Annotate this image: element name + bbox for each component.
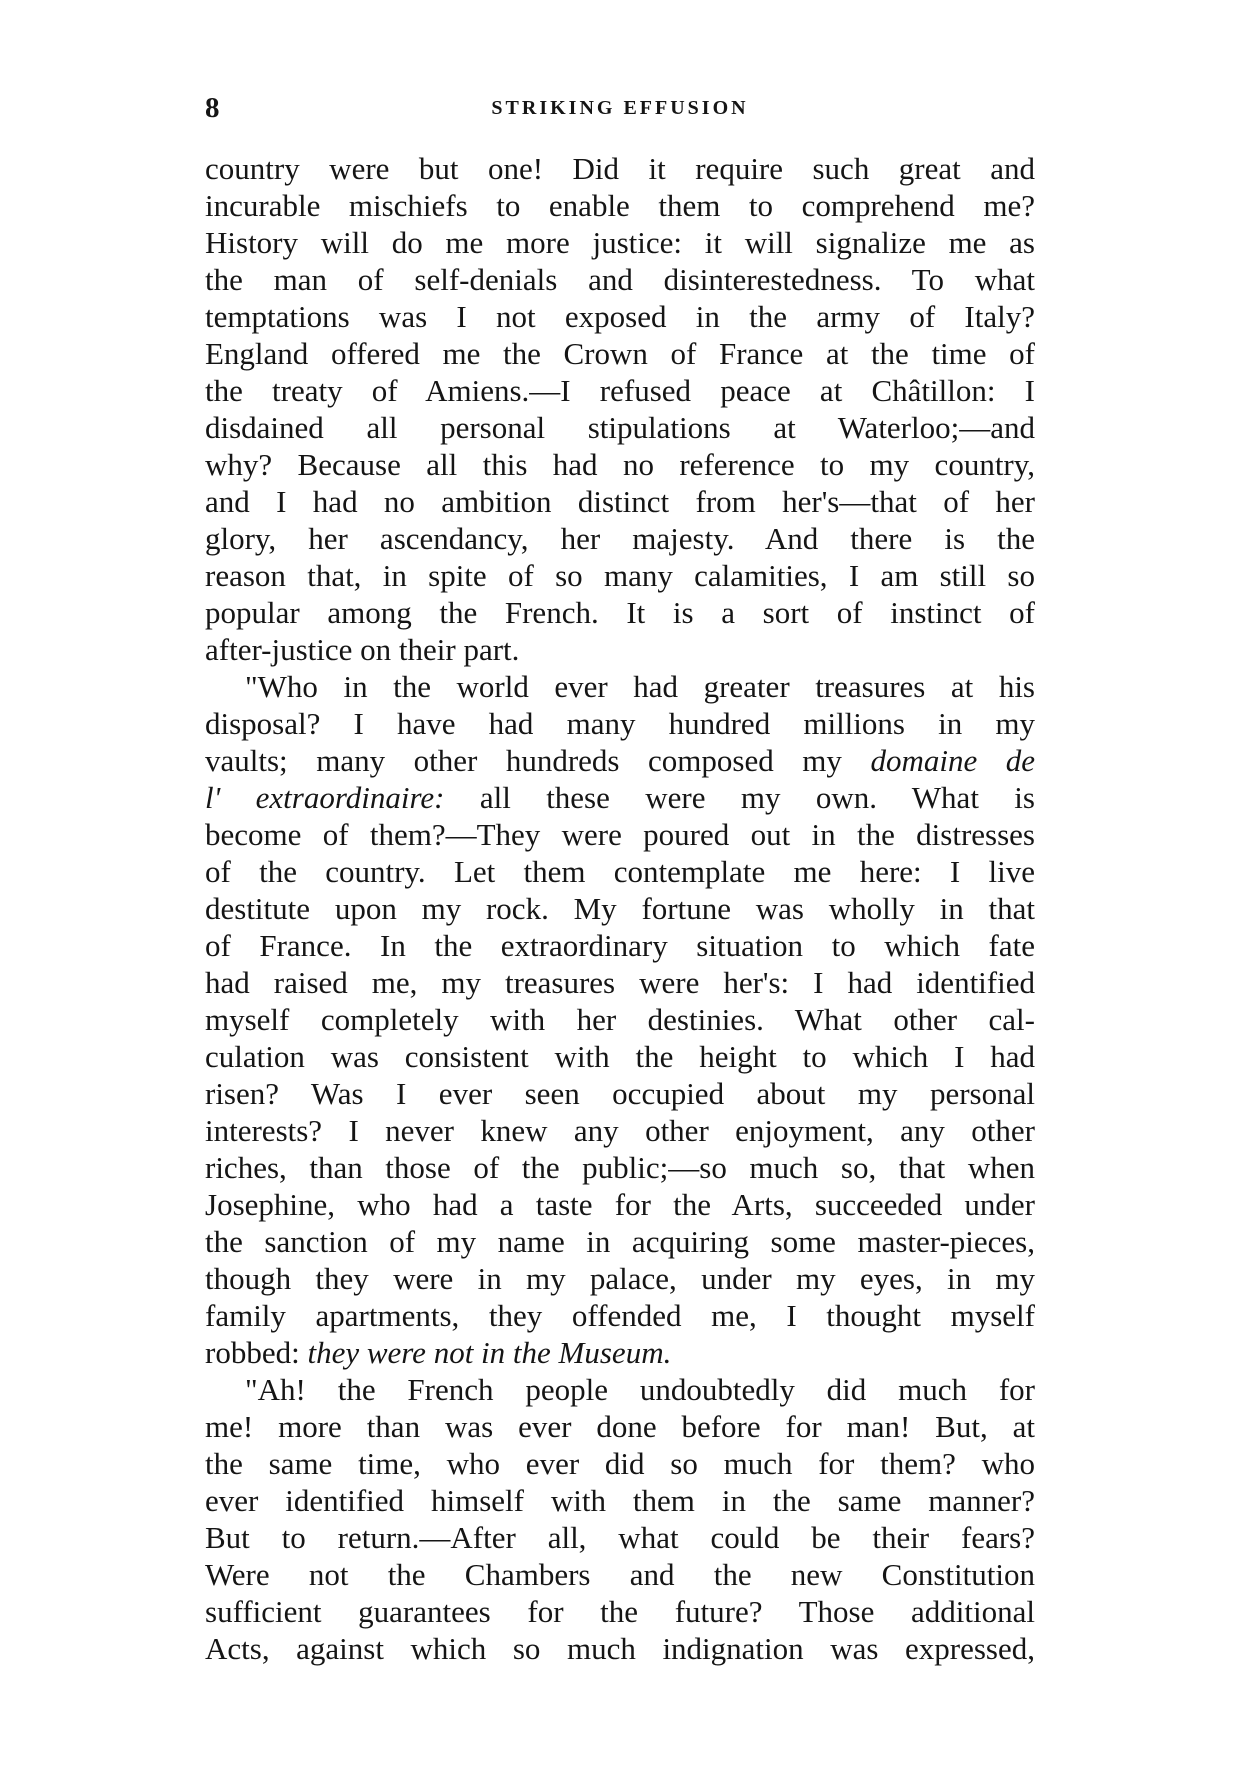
text-line xyxy=(205,594,1035,631)
body-text xyxy=(205,150,1035,1667)
line-text: and I had no ambition distinct from her's—that of her xyxy=(205,484,1035,519)
text-line xyxy=(205,1075,1035,1112)
text-line xyxy=(205,816,1035,853)
italic-text: domaine de xyxy=(870,743,1035,778)
text-line xyxy=(205,890,1035,927)
text-line xyxy=(205,150,1035,187)
line-text: of the country. Let them contemplate me here: I live xyxy=(205,854,1035,889)
line-text: Were not the Chambers and the new Constitution xyxy=(205,1557,1035,1592)
line-text: ever identified himself with them in the same manner? xyxy=(205,1483,1035,1518)
text-line xyxy=(205,224,1035,261)
text-line xyxy=(205,742,1035,779)
line-text: glory, her ascendancy, her majesty. And there is the xyxy=(205,521,1035,556)
line-text: destitute upon my rock. My fortune was wholly in that xyxy=(205,891,1035,926)
line-text: after-justice on their part. xyxy=(205,632,520,667)
line-text: myself completely with her destinies. What other cal- xyxy=(205,1002,1035,1037)
line-text: vaults; many other hundreds composed my xyxy=(205,743,871,778)
line-text: the man of self-denials and disinterestedness. To what xyxy=(205,262,1035,297)
line-text: the treaty of Amiens.—I refused peace at Châtillon: I xyxy=(205,373,1035,408)
line-text: interests? I never knew any other enjoyment, any other xyxy=(205,1113,1035,1148)
line-text: Josephine, who had a taste for the Arts, succeeded under xyxy=(205,1187,1035,1222)
text-line xyxy=(205,187,1035,224)
line-text: all these were my own. What is xyxy=(444,780,1035,815)
text-line xyxy=(205,1556,1035,1593)
line-text: incurable mischiefs to enable them to comprehend me? xyxy=(205,188,1035,223)
text-line xyxy=(205,927,1035,964)
text-line xyxy=(205,853,1035,890)
text-line xyxy=(205,1334,1035,1371)
text-line xyxy=(205,1519,1035,1556)
line-text: popular among the French. It is a sort of instinct of xyxy=(205,595,1035,630)
text-line xyxy=(205,1112,1035,1149)
line-text: "Who in the world ever had greater treasures at his xyxy=(245,669,1035,704)
line-text: reason that, in spite of so many calamities, I am still so xyxy=(205,558,1035,593)
text-line xyxy=(205,520,1035,557)
text-line xyxy=(205,1482,1035,1519)
line-text: sufficient guarantees for the future? Those additional xyxy=(205,1594,1035,1629)
text-line xyxy=(205,964,1035,1001)
text-line xyxy=(205,1593,1035,1630)
page-number: 8 xyxy=(205,92,220,124)
text-line xyxy=(205,557,1035,594)
text-line xyxy=(205,1001,1035,1038)
text-line xyxy=(205,261,1035,298)
text-line xyxy=(205,1260,1035,1297)
line-text: me! more than was ever done before for man! But, at xyxy=(205,1409,1035,1444)
line-text: the same time, who ever did so much for them? who xyxy=(205,1446,1035,1481)
running-head xyxy=(205,88,1035,128)
italic-text: they were not in the Museum. xyxy=(307,1335,672,1370)
line-text: disdained all personal stipulations at Waterloo;—and xyxy=(205,410,1035,445)
line-text: though they were in my palace, under my eyes, in my xyxy=(205,1261,1035,1296)
line-text: had raised me, my treasures were her's: I had identified xyxy=(205,965,1035,1000)
line-text: robbed: xyxy=(205,1335,308,1370)
text-line xyxy=(205,1630,1035,1667)
text-line xyxy=(205,779,1035,816)
line-text: why? Because all this had no reference to my country, xyxy=(205,447,1035,482)
text-line xyxy=(205,1297,1035,1334)
line-text: History will do me more justice: it will signalize me as xyxy=(205,225,1035,260)
text-line xyxy=(205,668,1035,705)
text-line xyxy=(205,446,1035,483)
line-text: temptations was I not exposed in the army of Italy? xyxy=(205,299,1035,334)
line-text: culation was consistent with the height to which I had xyxy=(205,1039,1035,1074)
line-text: of France. In the extraordinary situation to which fate xyxy=(205,928,1035,963)
line-text: "Ah! the French people undoubtedly did much for xyxy=(245,1372,1035,1407)
text-line xyxy=(205,1445,1035,1482)
text-line xyxy=(205,1371,1035,1408)
text-line xyxy=(205,705,1035,742)
text-line xyxy=(205,1038,1035,1075)
line-text: But to return.—After all, what could be their fears? xyxy=(205,1520,1035,1555)
text-line xyxy=(205,1149,1035,1186)
text-line xyxy=(205,298,1035,335)
line-text: family apartments, they offended me, I thought myself xyxy=(205,1298,1035,1333)
text-line xyxy=(205,1223,1035,1260)
text-line xyxy=(205,409,1035,446)
line-text: riches, than those of the public;—so much so, that when xyxy=(205,1150,1035,1185)
text-line xyxy=(205,335,1035,372)
line-text: the sanction of my name in acquiring some master-pieces, xyxy=(205,1224,1035,1259)
line-text: risen? Was I ever seen occupied about my personal xyxy=(205,1076,1035,1111)
text-line xyxy=(205,483,1035,520)
running-title: STRIKING EFFUSION xyxy=(491,97,749,119)
italic-text: l' extraordinaire: xyxy=(205,780,445,815)
line-text: country were but one! Did it require such great and xyxy=(205,151,1035,186)
line-text: England offered me the Crown of France at the time of xyxy=(205,336,1035,371)
text-line xyxy=(205,1408,1035,1445)
text-line xyxy=(205,372,1035,409)
line-text: Acts, against which so much indignation was expressed, xyxy=(205,1631,1035,1666)
line-text: disposal? I have had many hundred millions in my xyxy=(205,706,1035,741)
line-text: become of them?—They were poured out in the distresses xyxy=(205,817,1035,852)
text-line xyxy=(205,631,1035,668)
text-line xyxy=(205,1186,1035,1223)
